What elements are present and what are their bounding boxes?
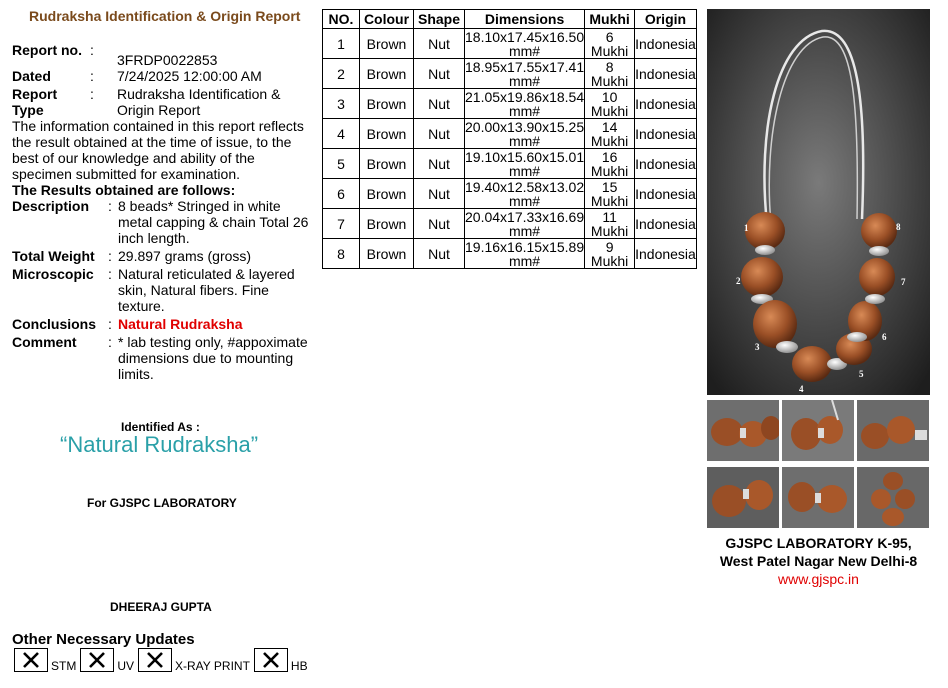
- identified-as-value: “Natural Rudraksha”: [60, 432, 259, 457]
- description-label: Description: [12, 198, 90, 214]
- comment-label: Comment: [12, 334, 77, 350]
- cell-colour: Brown: [360, 89, 414, 119]
- table-row: [323, 179, 697, 209]
- table-header-row: [323, 10, 697, 29]
- for-lab: For GJSPC LABORATORY: [87, 496, 237, 510]
- report-type-row: [12, 86, 312, 118]
- cell-dimensions: 20.04x17.33x16.69 mm#: [465, 208, 585, 239]
- cell-no: 5: [323, 149, 360, 179]
- cell-dimensions: 18.10x17.45x16.50 mm#: [465, 28, 585, 59]
- cell-no: 4: [323, 119, 360, 149]
- bead-cap: [865, 294, 885, 304]
- bead-number: 8: [896, 222, 901, 232]
- cell-origin: Indonesia: [635, 179, 697, 209]
- bead-number: 6: [882, 332, 887, 342]
- microscopic-value: Natural reticulated & layered skin, Natural fibers. Fine texture.: [118, 266, 295, 314]
- cell-origin: Indonesia: [635, 119, 697, 149]
- table-row: [323, 119, 697, 149]
- cell-no: 2: [323, 59, 360, 89]
- signer-name: DHEERAJ GUPTA: [110, 600, 212, 614]
- report-title: Rudraksha Identification & Origin Report: [29, 8, 301, 24]
- col-header-mukhi: Mukhi: [585, 10, 635, 29]
- cell-shape: Nut: [414, 59, 465, 89]
- comment-row: [12, 334, 312, 382]
- total-weight-label: Total Weight: [12, 248, 95, 264]
- colon: :: [108, 248, 112, 264]
- dated-value: 7/24/2025 12:00:00 AM: [117, 68, 262, 84]
- colon: :: [108, 198, 112, 214]
- bead-number: 1: [744, 223, 749, 233]
- colon: :: [90, 68, 94, 84]
- col-header-shape: Shape: [414, 10, 465, 29]
- bead: [741, 257, 783, 297]
- stm-checkbox[interactable]: [14, 648, 48, 672]
- bead: [861, 213, 897, 249]
- cell-origin: Indonesia: [635, 239, 697, 269]
- cell-mukhi: 16 Mukhi: [585, 149, 635, 179]
- update-label: STM: [51, 659, 77, 673]
- disclaimer: The information contained in this report reflects the result obtained at the time of issue, to the best of our knowledge and ability of the specimen submitted for examination.: [12, 118, 304, 182]
- cell-no: 3: [323, 89, 360, 119]
- bead: [859, 258, 895, 296]
- total-weight-value: 29.897 grams (gross): [118, 248, 252, 264]
- table-row: [323, 239, 697, 269]
- cell-mukhi: 15 Mukhi: [585, 179, 635, 209]
- bead-number: 2: [736, 276, 741, 286]
- cell-colour: Brown: [360, 119, 414, 149]
- report-no-label: Report no.: [12, 42, 82, 58]
- table-row: [323, 149, 697, 179]
- cell-shape: Nut: [414, 179, 465, 209]
- x-mark-icon: [261, 650, 281, 670]
- total-weight-row: [12, 248, 312, 264]
- cell-no: 1: [323, 29, 360, 59]
- updates-checklist: [12, 648, 310, 672]
- cell-shape: Nut: [414, 119, 465, 149]
- thumbnail-photo: [782, 467, 854, 528]
- report-no-value: 3FRDP0022853: [117, 52, 218, 68]
- report-type-value: Rudraksha Identification & Origin Report: [117, 86, 281, 118]
- update-label: X-RAY PRINT: [175, 659, 250, 673]
- table-row: [323, 29, 697, 59]
- thumbnail-photo: [857, 467, 929, 528]
- thumbnail-photo: [707, 467, 779, 528]
- cell-origin: Indonesia: [635, 29, 697, 59]
- bead-number: 7: [901, 277, 906, 287]
- report-info: [12, 42, 312, 382]
- microscopic-row: [12, 266, 312, 314]
- comment-value: * lab testing only, #appoximate dimensions due to mounting limits.: [118, 334, 308, 382]
- cell-shape: Nut: [414, 209, 465, 239]
- cell-dimensions: 19.16x16.15x15.89 mm#: [465, 238, 585, 269]
- thumbnail-photo: [707, 400, 779, 461]
- colon: :: [108, 266, 112, 282]
- description-row: [12, 198, 312, 246]
- identified-as-label: Identified As :: [121, 420, 200, 434]
- table-row: [323, 59, 697, 89]
- cell-mukhi: 8 Mukhi: [585, 59, 635, 89]
- colon: :: [108, 316, 112, 332]
- colon: :: [108, 334, 112, 350]
- cell-colour: Brown: [360, 209, 414, 239]
- cell-colour: Brown: [360, 59, 414, 89]
- updates-heading: Other Necessary Updates: [12, 631, 195, 648]
- col-header-origin: Origin: [635, 10, 697, 29]
- results-heading: The Results obtained are follows:: [12, 182, 236, 198]
- table-row: [323, 209, 697, 239]
- cell-shape: Nut: [414, 149, 465, 179]
- update-label: UV: [117, 659, 135, 673]
- cell-dimensions: 19.40x12.58x13.02 mm#: [465, 178, 585, 209]
- cell-mukhi: 6 Mukhi: [585, 29, 635, 59]
- colon: :: [90, 86, 94, 102]
- photo-background: [707, 9, 930, 395]
- cell-colour: Brown: [360, 149, 414, 179]
- update-label: HB: [290, 659, 308, 673]
- bead-number: 4: [799, 384, 804, 394]
- uv-checkbox[interactable]: [80, 648, 114, 672]
- cell-dimensions: 20.00x13.90x15.25 mm#: [465, 118, 585, 149]
- cell-colour: Brown: [360, 239, 414, 269]
- cell-origin: Indonesia: [635, 59, 697, 89]
- col-header-no: NO.: [323, 10, 360, 29]
- cell-no: 6: [323, 179, 360, 209]
- thumbnail-photo: [857, 400, 929, 461]
- cell-origin: Indonesia: [635, 209, 697, 239]
- cell-dimensions: 19.10x15.60x15.01 mm#: [465, 148, 585, 179]
- cell-shape: Nut: [414, 239, 465, 269]
- x-mark-icon: [87, 650, 107, 670]
- bead: [792, 346, 832, 382]
- cell-mukhi: 14 Mukhi: [585, 119, 635, 149]
- bead-number: 5: [859, 369, 864, 379]
- table-row: [323, 89, 697, 119]
- cell-no: 8: [323, 239, 360, 269]
- report-no-row: [12, 42, 312, 68]
- bead-number: 3: [755, 342, 760, 352]
- bead-cap: [847, 332, 867, 342]
- cell-mukhi: 11 Mukhi: [585, 209, 635, 239]
- conclusions-value: Natural Rudraksha: [118, 316, 243, 332]
- bead-table: [322, 9, 697, 269]
- cell-mukhi: 10 Mukhi: [585, 89, 635, 119]
- description-value: 8 beads* Stringed in white metal capping & chain Total 26 inch length.: [118, 198, 309, 246]
- lab-name: GJSPC LABORATORY K-95, West Patel Nagar New Delhi-8: [719, 535, 918, 569]
- conclusions-row: [12, 316, 312, 332]
- cell-origin: Indonesia: [635, 89, 697, 119]
- cell-dimensions: 18.95x17.55x17.41 mm#: [465, 58, 585, 89]
- cell-shape: Nut: [414, 89, 465, 119]
- dated-row: [12, 68, 312, 84]
- cell-origin: Indonesia: [635, 149, 697, 179]
- cell-colour: Brown: [360, 179, 414, 209]
- bead-cap: [869, 246, 889, 256]
- dated-label: Dated: [12, 68, 51, 84]
- cell-shape: Nut: [414, 29, 465, 59]
- bead-mala-photo: [707, 9, 930, 395]
- col-header-dimensions: Dimensions: [465, 10, 585, 29]
- microscopic-label: Microscopic: [12, 266, 94, 282]
- cell-dimensions: 21.05x19.86x18.54 mm#: [465, 88, 585, 119]
- bead: [753, 300, 797, 348]
- lab-url[interactable]: www.gjspc.in: [778, 571, 859, 587]
- col-header-colour: Colour: [360, 10, 414, 29]
- x-mark-icon: [21, 650, 41, 670]
- bead: [745, 212, 785, 250]
- conclusions-label: Conclusions: [12, 316, 97, 332]
- thumbnail-photo: [782, 400, 854, 461]
- colon: :: [90, 42, 94, 58]
- xray-checkbox[interactable]: [138, 648, 172, 672]
- x-mark-icon: [145, 650, 165, 670]
- bead-cap: [755, 245, 775, 255]
- bead-cap: [776, 341, 798, 353]
- hb-checkbox[interactable]: [254, 648, 288, 672]
- cell-mukhi: 9 Mukhi: [585, 239, 635, 269]
- report-type-label: Report Type: [12, 86, 58, 118]
- cell-no: 7: [323, 209, 360, 239]
- cell-colour: Brown: [360, 29, 414, 59]
